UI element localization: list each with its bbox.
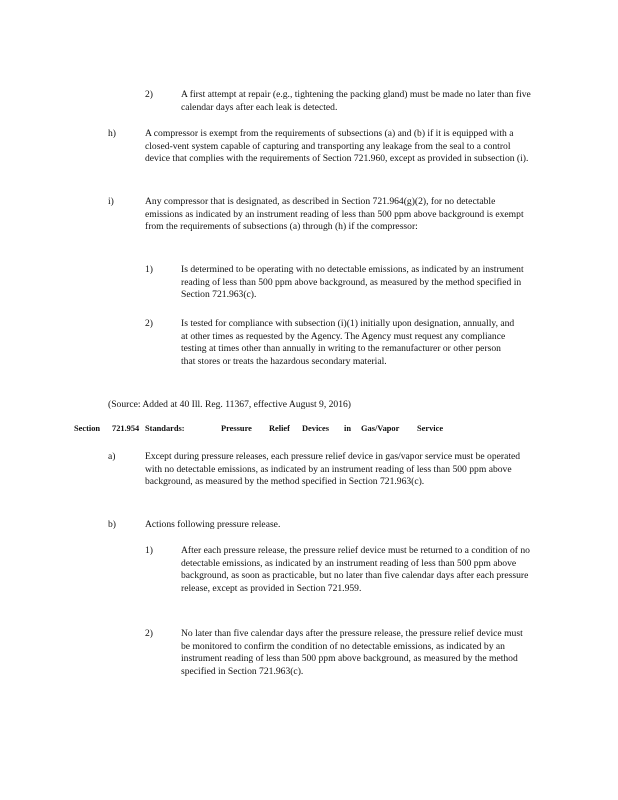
paragraph-label: b) — [108, 519, 116, 530]
paragraph-label: 2) — [145, 318, 153, 329]
section-title-word: Devices — [302, 424, 329, 433]
section-title-word: Standards: — [145, 424, 185, 433]
section-title-word: Relief — [269, 424, 290, 433]
paragraph-text: After each pressure release, the pressure relief device must be returned to a condition of no detectable emissions, as indicated by an instrument reading of less than 500 ppm above background, as soon as practicable, but no later than five calendar days after each pressure release, except as provided in Section 721.959. — [181, 545, 530, 594]
paragraph-label: a) — [108, 451, 116, 462]
section-title-word: in — [344, 424, 351, 433]
paragraph-text: Is determined to be operating with no detectable emissions, as indicated by an instrument reading of less than 500 ppm above background, as measured by the method specified in Section 721.963(c). — [181, 264, 524, 300]
section-number: 721.954 — [112, 424, 140, 433]
paragraph-text: Actions following pressure release. — [145, 519, 281, 530]
paragraph-text: No later than five calendar days after the pressure release, the pressure relief device must be monitored to confirm the condition of no detectable emissions, as indicated by an instrument reading of less than 500 ppm above background, as measured by the method specified in Section 721.963(c). — [181, 628, 523, 677]
section-title-word: Gas/Vapor — [361, 424, 400, 433]
section-title-word: Service — [417, 424, 444, 433]
section-title-word: Pressure — [221, 424, 252, 433]
section-label: Section — [74, 424, 101, 433]
paragraph-label: i) — [108, 196, 114, 207]
paragraph-label: 2) — [145, 89, 153, 100]
paragraph-text: A compressor is exempt from the requirements of subsections (a) and (b) if it is equipped with a closed-vent system capable of capturing and transporting any leakage from the seal to a control device that complies with the requirements of Section 721.960, except as provided in subsection (i). — [145, 128, 529, 164]
paragraph-text: Is tested for compliance with subsection (i)(1) initially upon designation, annually, and at other times as requested by the Agency. The Agency must request any compliance testing at times other than annually in writing to the remanufacturer or other person that stores or treats the hazardous secondary material. — [181, 318, 515, 367]
paragraph-text: Except during pressure releases, each pressure relief device in gas/vapor service must be operated with no detectable emissions, as indicated by an instrument reading of less than 500 ppm above background, as measured by the method specified in Section 721.963(c). — [145, 451, 521, 487]
paragraph-text: Any compressor that is designated, as described in Section 721.964(g)(2), for no detectable emissions as indicated by an instrument reading of less than 500 ppm above background is exempt from the requirements of subsections (a) through (h) if the compressor: — [145, 196, 524, 232]
paragraph-label: h) — [108, 128, 116, 139]
source-note: (Source: Added at 40 Ill. Reg. 11367, effective August 9, 2016) — [108, 399, 351, 410]
paragraph-label: 2) — [145, 628, 153, 639]
paragraph-text: A first attempt at repair (e.g., tightening the packing gland) must be made no later than five calendar days after each leak is detected. — [181, 89, 531, 113]
paragraph-label: 1) — [145, 545, 153, 556]
paragraph-label: 1) — [145, 264, 153, 275]
